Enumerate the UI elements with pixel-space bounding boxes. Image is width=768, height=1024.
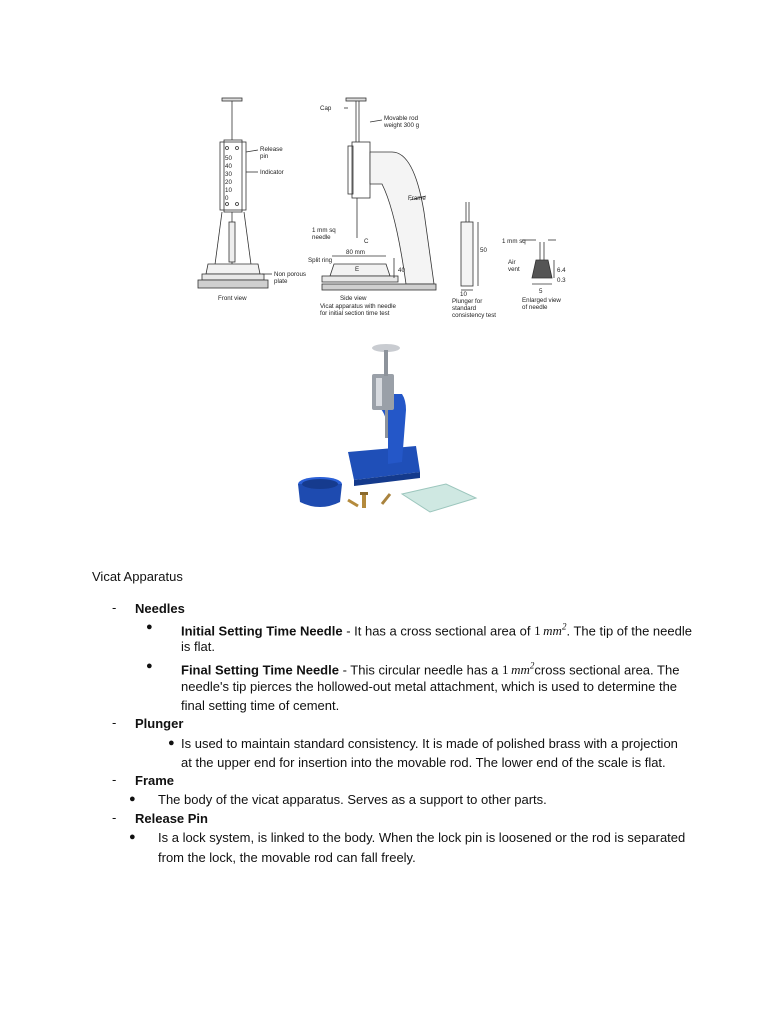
vicat-technical-drawing <box>196 92 586 328</box>
dim-50-label: 50 <box>480 247 487 254</box>
section-title-frame: Frame <box>135 773 175 788</box>
final-needle-title: Final Setting Time Needle <box>181 662 339 678</box>
frame-label: Frame <box>408 195 426 202</box>
figure-caption: Vicat apparatus with needle for initial section time test <box>320 303 396 317</box>
final-needle-pre: - This circular needle has a <box>338 662 503 678</box>
initial-needle-math: 1 $mm^2$ <box>534 622 567 639</box>
section-title-plunger: Plunger <box>135 716 184 731</box>
final-needle-line3: final setting time of cement. <box>181 698 340 713</box>
side-view-label: Side view <box>340 295 367 302</box>
final-needle-line1 <box>181 657 679 679</box>
front-view-label: Front view <box>218 295 247 302</box>
needle-1mm-sq-label: 1 mm sq <box>502 238 526 245</box>
air-vent-label: Air vent <box>508 259 520 273</box>
final-needle-math: 1 $mm^2$ <box>502 661 535 678</box>
list-bullet: ● <box>129 831 136 843</box>
release-pin-label: Release pin <box>260 146 283 160</box>
section-title-needles: Needles <box>135 601 185 616</box>
frame-line1: The body of the vicat apparatus. Serves as a support to other parts. <box>158 792 547 807</box>
list-dash: - <box>112 772 117 787</box>
movable-rod-label: Movable rod weight 300 g <box>384 115 420 129</box>
dim-40-label: 40 <box>398 267 405 274</box>
plunger-line2: at the upper end for insertion into the movable rod. The lower end of the scale is flat. <box>181 755 666 770</box>
split-ring-label: Split ring <box>308 257 333 264</box>
list-dash: - <box>112 600 117 615</box>
needle-label: 1 mm sq needle <box>312 227 336 241</box>
section-title-release-pin: Release Pin <box>135 811 208 826</box>
initial-needle-pre: - It has a cross sectional area of <box>342 623 535 639</box>
scale-tick-label: 30 <box>225 171 232 178</box>
list-dash: - <box>112 810 117 825</box>
initial-needle-line1 <box>181 618 692 640</box>
enlarged-needle-drawing <box>522 240 556 284</box>
page-heading: Vicat Apparatus <box>92 569 183 584</box>
scale-tick-label: 20 <box>225 179 232 186</box>
scale-tick-label: 0 <box>225 195 229 202</box>
final-needle-post: cross sectional area. The <box>534 662 680 678</box>
list-bullet: ● <box>146 660 153 672</box>
release-pin-line1: Is a lock system, is linked to the body. When the lock pin is loosened or the rod is separated <box>158 830 686 845</box>
c-label: C <box>364 238 369 245</box>
non-porous-plate-label: Non porous plate <box>274 271 306 285</box>
final-needle-line2: needle's tip pierces the hollowed-out metal attachment, which is used to determine the <box>181 679 678 694</box>
initial-needle-post: . The tip of the needle <box>566 623 692 639</box>
vicat-apparatus-photo <box>290 334 486 524</box>
plunger-line1: Is used to maintain standard consistency. It is made of polished brass with a projection <box>181 736 678 751</box>
dim-5-label: 5 <box>539 288 543 295</box>
release-pin-line2: from the lock, the movable rod can fall freely. <box>158 850 416 865</box>
list-bullet: ● <box>146 621 153 633</box>
front-view-drawing <box>198 98 272 288</box>
list-bullet: ● <box>168 737 175 749</box>
list-bullet: ● <box>129 793 136 805</box>
scale-tick-label: 40 <box>225 163 232 170</box>
plunger-drawing <box>461 202 478 290</box>
initial-needle-line2: is flat. <box>181 639 215 654</box>
scale-tick-label: 50 <box>225 155 232 162</box>
dim-6-4-label: 6.4 <box>557 267 566 274</box>
plunger-caption: Plunger for standard consistency test <box>452 298 497 319</box>
cap-label: Cap <box>320 105 332 112</box>
dim-0-3-label: 0.3 <box>557 277 566 284</box>
initial-needle-title: Initial Setting Time Needle <box>181 623 343 639</box>
dim-80mm-label: 80 mm <box>346 249 365 256</box>
scale-tick-label: 10 <box>225 187 232 194</box>
enlarged-caption: Enlarged view of needle <box>522 297 561 311</box>
indicator-label: Indicator <box>260 169 284 176</box>
e-label: E <box>355 266 360 273</box>
list-dash: - <box>112 715 117 730</box>
dim-10-label: 10 <box>460 291 467 298</box>
